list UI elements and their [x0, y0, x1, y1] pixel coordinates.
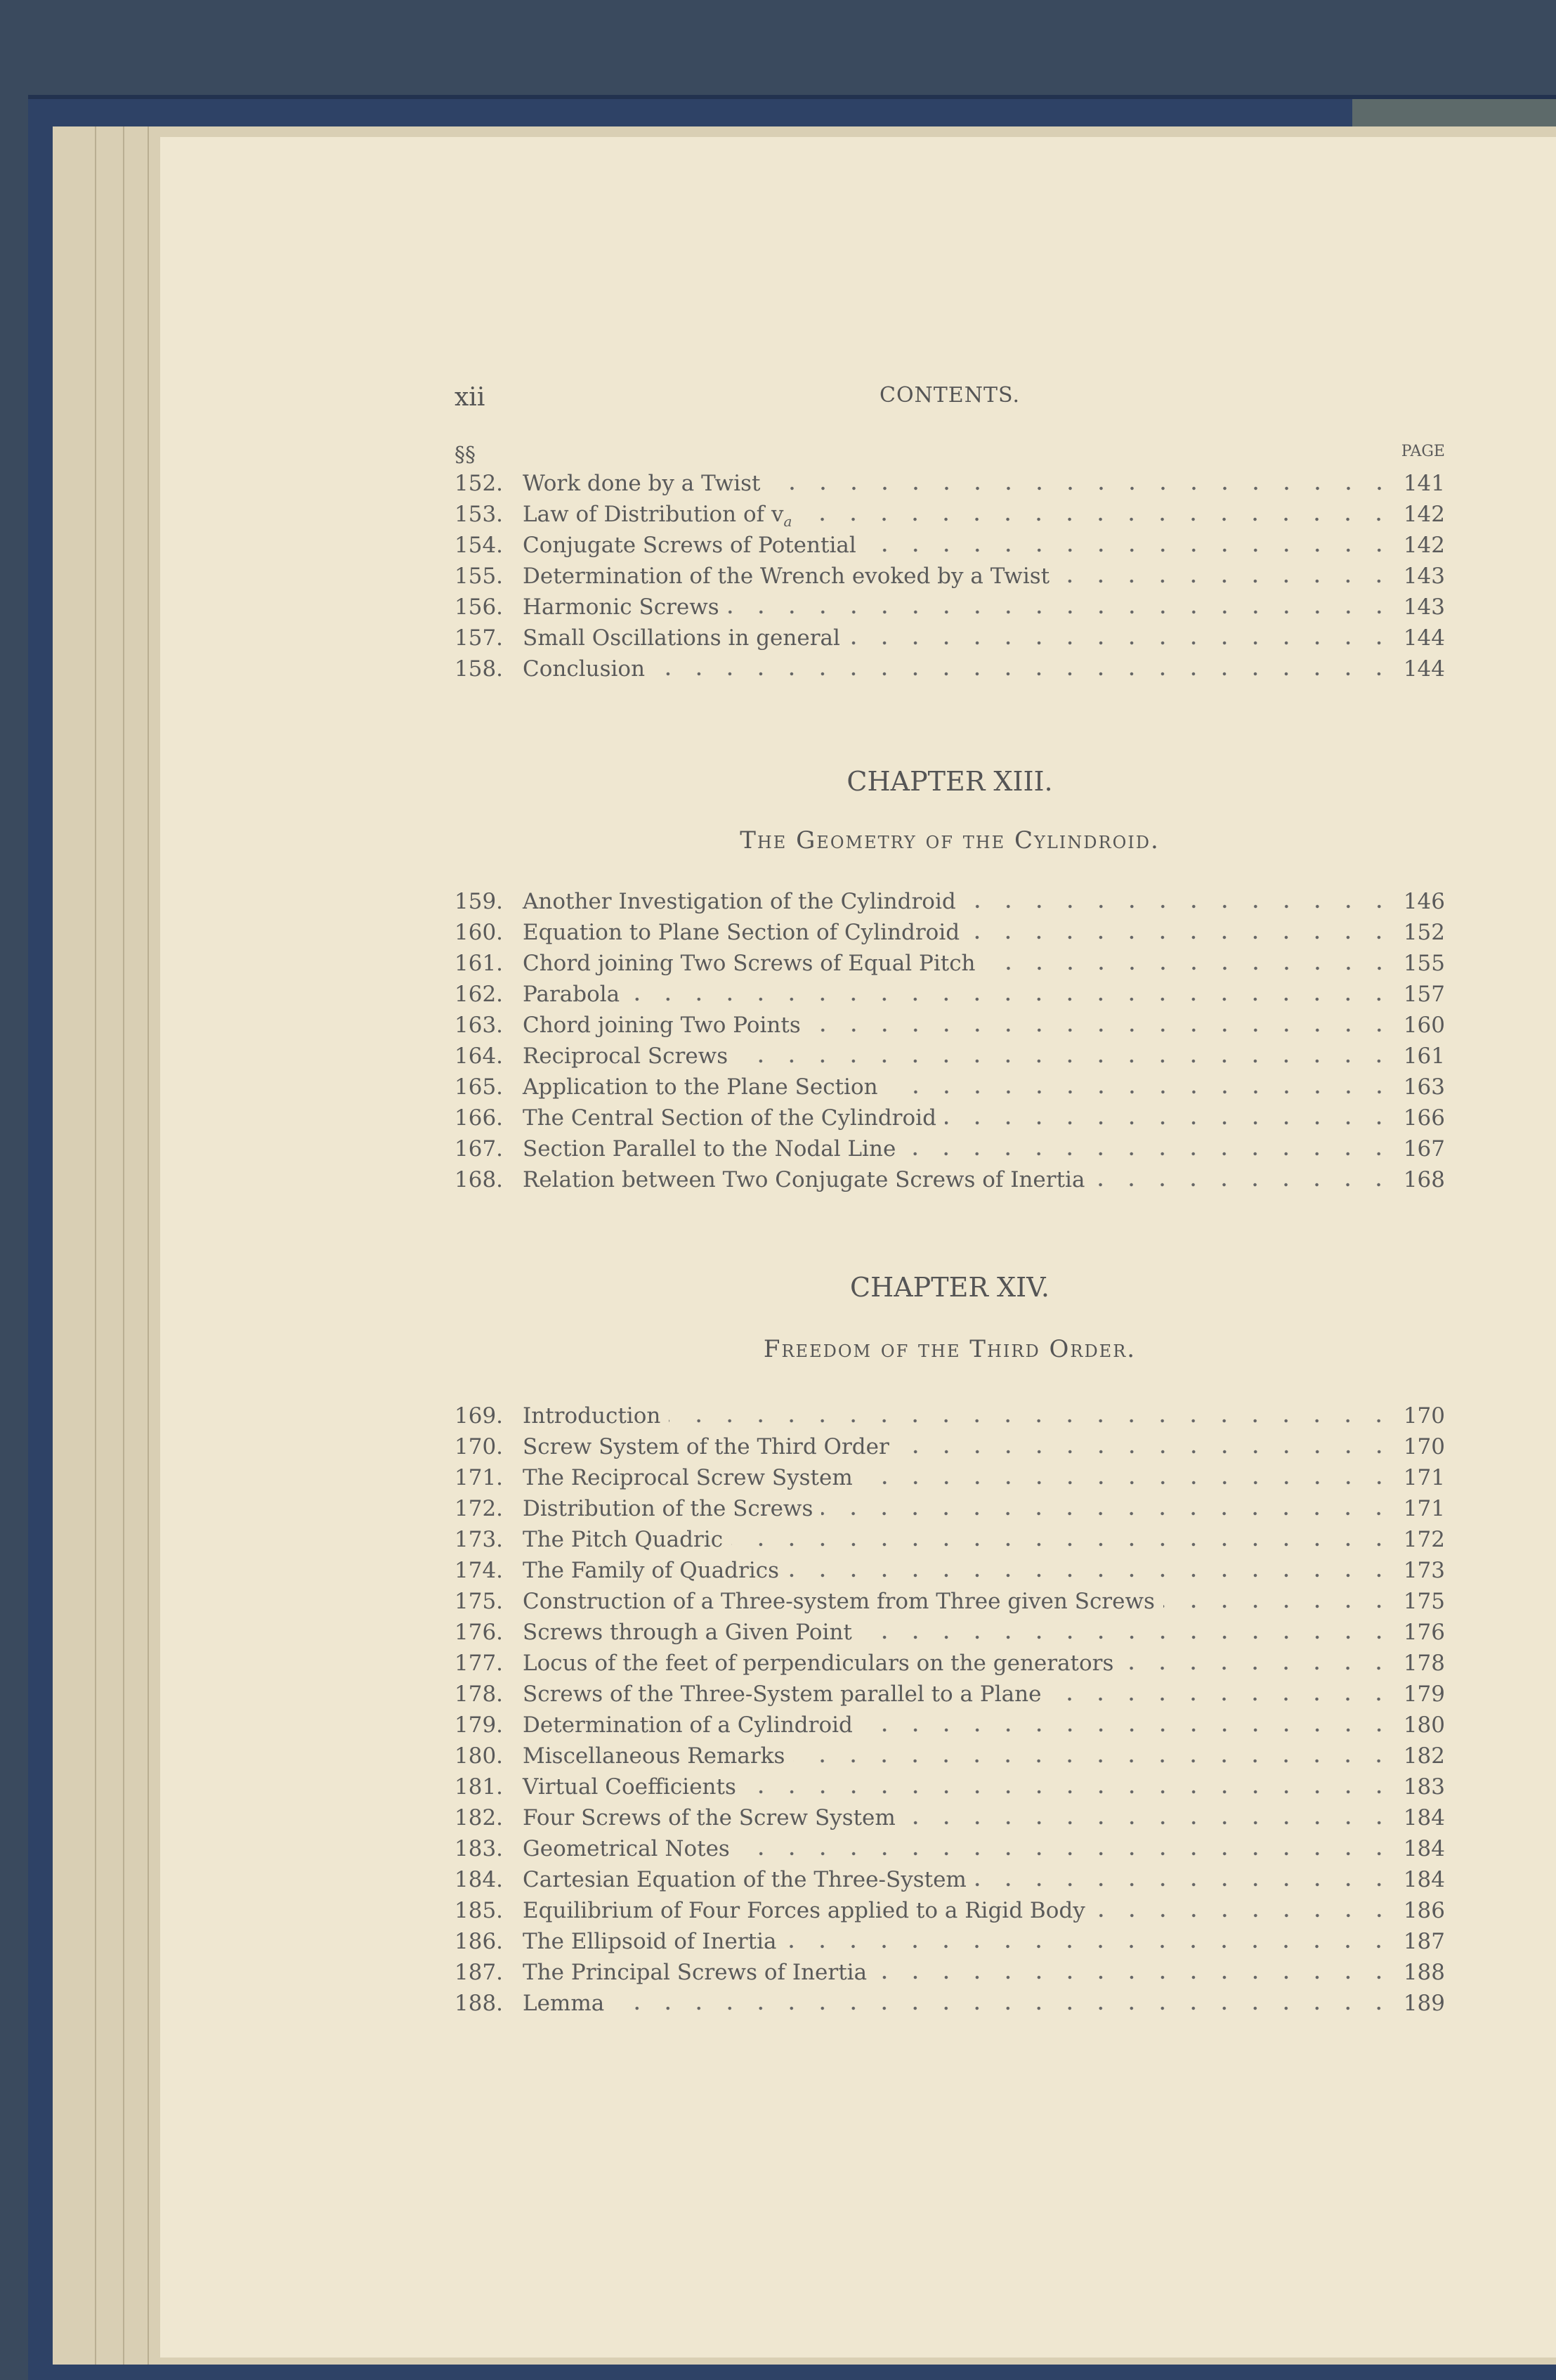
- page-ref: 172: [1403, 1527, 1445, 1552]
- dot-leader: [861, 1481, 1394, 1485]
- entry-title: Small Oscillations in general: [523, 625, 840, 651]
- page-ref: 179: [1403, 1682, 1445, 1707]
- page-ref: 189: [1403, 1991, 1445, 2016]
- toc-entry: [455, 886, 1445, 917]
- entry-title: Chord joining Two Points: [523, 1013, 801, 1038]
- section-number: 156.: [455, 594, 504, 620]
- dot-leader: [745, 1790, 1394, 1794]
- section-number: 162.: [455, 982, 504, 1007]
- page-ref: 175: [1403, 1589, 1445, 1614]
- toc-entry: [455, 561, 1445, 592]
- entry-title: Reciprocal Screws: [523, 1043, 728, 1069]
- section-number: 157.: [455, 625, 504, 651]
- entry-title: Screw System of the Third Order: [523, 1434, 889, 1459]
- section-number: 166.: [455, 1105, 504, 1131]
- section-number: 167.: [455, 1136, 504, 1162]
- entry-title: Equilibrium of Four Forces applied to a Rigid Body: [523, 1898, 1085, 1923]
- toc-entry: [455, 1493, 1445, 1524]
- dot-leader: [738, 1852, 1394, 1856]
- toc-block-xiii: [455, 886, 1445, 1195]
- section-number: 181.: [455, 1774, 504, 1800]
- page-column-label: PAGE: [1401, 443, 1445, 460]
- page-ref: 168: [1403, 1167, 1445, 1192]
- page-ref: 186: [1403, 1898, 1445, 1923]
- dot-leader: [865, 548, 1394, 552]
- page-ref: 184: [1403, 1836, 1445, 1861]
- toc-entry: [455, 1957, 1445, 1988]
- toc-entry: [455, 1072, 1445, 1103]
- dot-leader: [898, 1450, 1394, 1454]
- section-number: 172.: [455, 1496, 504, 1521]
- toc-entry: [455, 1164, 1445, 1195]
- section-number: 159.: [455, 889, 504, 914]
- page-ref: 170: [1403, 1403, 1445, 1429]
- entry-title: Conclusion: [523, 656, 646, 682]
- chapter-subtitle: Freedom of the Third Order.: [763, 1335, 1137, 1363]
- dot-leader: [769, 486, 1395, 490]
- toc-entry: [455, 1524, 1445, 1555]
- entry-title: Application to the Plane Section: [523, 1074, 878, 1100]
- page-ref: 188: [1403, 1960, 1445, 1985]
- entry-title: The Central Section of the Cylindroid: [523, 1105, 936, 1131]
- section-number: 179.: [455, 1712, 504, 1738]
- page-ref: 142: [1403, 502, 1445, 527]
- toc-entry: [455, 1041, 1445, 1072]
- page-number: xii: [455, 383, 485, 412]
- page-ref: 157: [1403, 982, 1445, 1007]
- section-number: 171.: [455, 1465, 504, 1490]
- section-number: 175.: [455, 1589, 504, 1614]
- toc-entry: [455, 1988, 1445, 2019]
- toc-entry: [455, 1462, 1445, 1493]
- page-ref: 180: [1403, 1712, 1445, 1738]
- entry-title: Another Investigation of the Cylindroid: [523, 889, 956, 914]
- dot-leader: [875, 1975, 1394, 1979]
- entry-title: Locus of the feet of perpendiculars on the generators: [523, 1651, 1114, 1676]
- toc-entry: [455, 948, 1445, 979]
- section-number: 168.: [455, 1167, 504, 1192]
- page-ref: 144: [1403, 656, 1445, 682]
- dot-leader: [821, 1511, 1394, 1516]
- page-ref: 146: [1403, 889, 1445, 914]
- entry-title: Equation to Plane Section of Cylindroid: [523, 920, 960, 945]
- section-number: 161.: [455, 951, 504, 976]
- toc-entry: [455, 499, 1445, 530]
- entry-title: Parabola: [523, 982, 620, 1007]
- page-ref: 184: [1403, 1867, 1445, 1892]
- section-number: 164.: [455, 1043, 504, 1069]
- column-headers: [455, 443, 1445, 468]
- chapter-subtitle: The Geometry of the Cylindroid.: [740, 826, 1160, 854]
- page-leaf-edge: [123, 126, 124, 2365]
- toc-entry: [455, 1617, 1445, 1648]
- dot-leader: [653, 672, 1394, 676]
- entry-title: Conjugate Screws of Potential: [523, 533, 856, 558]
- page-ref: 143: [1403, 594, 1445, 620]
- dot-leader: [787, 1573, 1394, 1578]
- toc-entry: [455, 1895, 1445, 1926]
- toc-entry: [455, 530, 1445, 561]
- entry-title: Work done by a Twist: [523, 471, 761, 496]
- page-ref: 167: [1403, 1136, 1445, 1162]
- entry-title: Geometrical Notes: [523, 1836, 730, 1861]
- page-ref: 152: [1403, 920, 1445, 945]
- toc-entry: [455, 1710, 1445, 1741]
- dot-leader: [984, 966, 1394, 970]
- section-number: 153.: [455, 502, 504, 527]
- entry-title: Distribution of the Screws: [523, 1496, 813, 1521]
- dot-leader: [887, 1090, 1394, 1094]
- entry-title: The Family of Quadrics: [523, 1558, 780, 1583]
- toc-entry: [455, 592, 1445, 623]
- section-number: 183.: [455, 1836, 504, 1861]
- dot-leader: [861, 1728, 1394, 1732]
- dot-leader: [1050, 1697, 1394, 1701]
- toc-entry: [455, 1010, 1445, 1041]
- section-number: 178.: [455, 1682, 504, 1707]
- entry-title: Cartesian Equation of the Three-System: [523, 1867, 967, 1892]
- entry-title: Chord joining Two Screws of Equal Pitch: [523, 951, 976, 976]
- page-ref: 178: [1403, 1651, 1445, 1676]
- entry-title: Relation between Two Conjugate Screws of Inertia: [523, 1167, 1085, 1192]
- dot-leader: [904, 1821, 1394, 1825]
- toc-entry: [455, 653, 1445, 684]
- toc-entry: [455, 1586, 1445, 1617]
- toc-entry: [455, 979, 1445, 1010]
- dot-leader: [613, 2006, 1394, 2010]
- page-ref: 183: [1403, 1774, 1445, 1800]
- entry-title: Introduction: [523, 1403, 661, 1429]
- dot-leader: [968, 935, 1394, 939]
- entry-title: Determination of the Wrench evoked by a Twist: [523, 564, 1050, 589]
- page-ref: 142: [1403, 533, 1445, 558]
- section-number: 177.: [455, 1651, 504, 1676]
- entry-title: The Ellipsoid of Inertia: [523, 1929, 777, 1954]
- page-ref: 171: [1403, 1496, 1445, 1521]
- page-ref: 163: [1403, 1074, 1445, 1100]
- page-ref: 144: [1403, 625, 1445, 651]
- section-number: 176.: [455, 1620, 504, 1645]
- page-ref: 166: [1403, 1105, 1445, 1131]
- entry-title: Lemma: [523, 1991, 605, 2016]
- page-ref: 170: [1403, 1434, 1445, 1459]
- section-number: 170.: [455, 1434, 504, 1459]
- entry-title: Harmonic Screws: [523, 594, 719, 620]
- dot-leader: [965, 904, 1394, 909]
- section-number: 186.: [455, 1929, 504, 1954]
- chapter-heading: CHAPTER XIII.: [846, 766, 1053, 797]
- entry-title: Law of Distribution of $v_a$: [523, 502, 792, 531]
- section-number: 152.: [455, 471, 504, 496]
- dot-leader: [669, 1419, 1394, 1423]
- section-number: 188.: [455, 1991, 504, 2016]
- toc-entry: [455, 468, 1445, 499]
- dot-leader: [736, 1059, 1394, 1063]
- page-leaf-edge: [95, 126, 96, 2365]
- section-number: 160.: [455, 920, 504, 945]
- dot-leader: [1093, 1183, 1394, 1187]
- toc-entry: [455, 1648, 1445, 1679]
- section-number: 174.: [455, 1558, 504, 1583]
- page-ref: 155: [1403, 951, 1445, 976]
- entry-title: The Principal Screws of Inertia: [523, 1960, 868, 1985]
- page-ref: 184: [1403, 1805, 1445, 1830]
- toc-entry: [455, 1864, 1445, 1895]
- entry-title: Section Parallel to the Nodal Line: [523, 1136, 896, 1162]
- section-number: 173.: [455, 1527, 504, 1552]
- dot-leader: [1058, 579, 1394, 583]
- page-ref: 176: [1403, 1620, 1445, 1645]
- entry-title: The Reciprocal Screw System: [523, 1465, 853, 1490]
- section-number: 165.: [455, 1074, 504, 1100]
- page-ref: 187: [1403, 1929, 1445, 1954]
- dot-leader: [1094, 1913, 1394, 1918]
- entry-title: Four Screws of the Screw System: [523, 1805, 896, 1830]
- toc-entry: [455, 1802, 1445, 1833]
- section-number: 154.: [455, 533, 504, 558]
- entry-title: Construction of a Three-system from Three given Screws: [523, 1589, 1155, 1614]
- toc-entry: [455, 1741, 1445, 1771]
- section-number: 185.: [455, 1898, 504, 1923]
- dot-leader: [628, 997, 1394, 1001]
- entry-title: Determination of a Cylindroid: [523, 1712, 853, 1738]
- dot-leader: [785, 1944, 1394, 1949]
- section-number: 184.: [455, 1867, 504, 1892]
- subscript: a: [783, 513, 792, 531]
- entry-title: Screws of the Three-System parallel to a Plane: [523, 1682, 1042, 1707]
- toc-entry: [455, 917, 1445, 948]
- toc-block-xiv: [455, 1400, 1445, 2019]
- toc-entry: [455, 1833, 1445, 1864]
- page-ref: 143: [1403, 564, 1445, 589]
- dot-leader: [1122, 1666, 1394, 1670]
- entry-title: Virtual Coefficients: [523, 1774, 736, 1800]
- section-number: 182.: [455, 1805, 504, 1830]
- section-number: 169.: [455, 1403, 504, 1429]
- page-leaf-edge: [148, 126, 149, 2365]
- dot-leader: [800, 517, 1394, 521]
- dot-leader: [1163, 1604, 1394, 1608]
- entry-title: Screws through a Given Point: [523, 1620, 852, 1645]
- toc-entry: [455, 1771, 1445, 1802]
- running-head: CONTENTS.: [880, 383, 1020, 408]
- toc-entry: [455, 1431, 1445, 1462]
- section-number: 163.: [455, 1013, 504, 1038]
- toc-entry: [455, 1555, 1445, 1586]
- toc-entry: [455, 1400, 1445, 1431]
- toc-entry: [455, 1103, 1445, 1133]
- dot-leader: [809, 1028, 1394, 1032]
- toc-entry: [455, 623, 1445, 653]
- dot-leader: [731, 1542, 1394, 1547]
- section-column-label: §§: [455, 443, 476, 467]
- dot-leader: [904, 1152, 1394, 1156]
- section-number: 155.: [455, 564, 504, 589]
- entry-title: The Pitch Quadric: [523, 1527, 724, 1552]
- page-ref: 182: [1403, 1743, 1445, 1769]
- page-ref: 161: [1403, 1043, 1445, 1069]
- dot-leader: [728, 610, 1394, 614]
- toc-entry: [455, 1926, 1445, 1957]
- section-number: 180.: [455, 1743, 504, 1769]
- page-ref: 173: [1403, 1558, 1445, 1583]
- page-ref: 160: [1403, 1013, 1445, 1038]
- page-ref: 171: [1403, 1465, 1445, 1490]
- toc-block-xii: [455, 443, 1445, 684]
- dot-leader: [975, 1882, 1394, 1887]
- entry-title: Miscellaneous Remarks: [523, 1743, 785, 1769]
- toc-entry: [455, 1133, 1445, 1164]
- section-number: 158.: [455, 656, 504, 682]
- dot-leader: [849, 641, 1394, 645]
- section-number: 187.: [455, 1960, 504, 1985]
- chapter-heading: CHAPTER XIV.: [850, 1272, 1050, 1303]
- page-ref: 141: [1403, 471, 1445, 496]
- toc-entry: [455, 1679, 1445, 1710]
- dot-leader: [861, 1635, 1394, 1639]
- dot-leader: [793, 1759, 1394, 1763]
- dot-leader: [945, 1121, 1394, 1125]
